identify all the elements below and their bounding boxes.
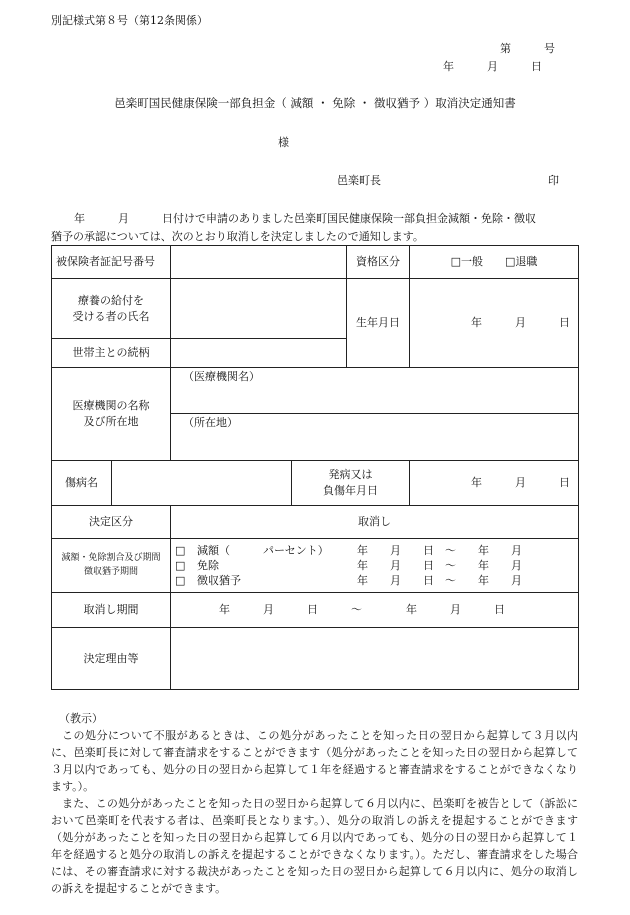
notice-form-table bbox=[51, 245, 579, 690]
instructions-paragraph-1: この処分について不服があるときは、この処分があったことを知った日の翌日から起算して３月以内に、邑楽町長に対して審査請求をすることができます（処分があったことを知った日の翌日から起算して３月以内であっても、処分の日の翌日から起算して１年を経過すると審査請求をすることができなくなります。）。 bbox=[51, 729, 578, 793]
institution-label bbox=[52, 368, 171, 461]
deferral-name: 徴収猶予 bbox=[197, 573, 241, 587]
institution-label-line-2: 及び所在地 bbox=[83, 415, 139, 428]
instructions-heading: （教示） bbox=[59, 712, 103, 725]
institution-name-field[interactable]: （医療機関名） bbox=[171, 368, 579, 414]
reduction-range: 年 月 日 ～ 年 月 bbox=[357, 543, 522, 557]
recipient-name-field[interactable] bbox=[171, 279, 347, 339]
recipient-label-line-1: 療養の給付を bbox=[78, 293, 144, 307]
reduction-checkbox[interactable]: □ bbox=[175, 543, 186, 557]
exemption-checkbox[interactable]: □ bbox=[175, 558, 186, 572]
insured-id-label: 被保険者証記号番号 bbox=[52, 246, 171, 279]
recipient-label bbox=[52, 279, 171, 339]
reason-label: 決定理由等 bbox=[52, 628, 171, 690]
recipient-label-line-2: 受ける者の氏名 bbox=[72, 309, 150, 323]
issue-date: 年 月 日 bbox=[443, 60, 542, 73]
instructions-paragraph-2: また、この処分があったことを知った日の翌日から起算して６月以内に、邑楽町を被告として（訴訟において邑楽町を代表する者は、邑楽町長となります。）、処分の取消しの訴えを提起することができます（処分があったことを知った日の翌日から起算して６月以内であっても、処分の日の翌日から起算して１年を経過すると処分の取消しの訴えを提起することができなくなります。）。ただし、審査請求をした場合には、その審査請求に対する裁決があったことを知った日の翌日から起算して６月以内に、処分の取消しの訴えを提起することができます。 bbox=[51, 797, 578, 895]
cancel-period-value[interactable]: 年 月 日 ～ 年 月 日 bbox=[171, 593, 579, 628]
decision-label: 決定区分 bbox=[52, 506, 171, 539]
document-number: 第 号 bbox=[500, 42, 555, 55]
period-label-line-2: 徴収猶予期間 bbox=[83, 566, 138, 577]
period-row-exemption[interactable] bbox=[175, 558, 574, 573]
reason-field[interactable] bbox=[171, 628, 579, 690]
deferral-checkbox[interactable]: □ bbox=[175, 573, 186, 587]
issuer-name: 邑楽町長 bbox=[337, 174, 381, 187]
period-row-reduction[interactable] bbox=[175, 543, 574, 558]
onset-label-line-1: 発病又は bbox=[328, 468, 373, 482]
intro-line-2: 猶予の承認については、次のとおり取消しを決定しましたので通知します。 bbox=[51, 230, 424, 243]
period-label bbox=[52, 539, 171, 593]
period-row-deferral[interactable] bbox=[175, 573, 574, 588]
birthdate-label: 生年月日 bbox=[347, 279, 410, 368]
intro-line-1: 年 月 日付けで申請のありました邑楽町国民健康保険一部負担金減額・免除・徴収 bbox=[74, 212, 536, 225]
reduction-name: 減額（ パーセント） bbox=[197, 543, 329, 557]
institution-address-field[interactable]: （所在地） bbox=[171, 414, 579, 461]
exemption-name: 免除 bbox=[197, 558, 219, 572]
birthdate-value[interactable]: 年 月 日 bbox=[410, 279, 579, 368]
seal-mark: 印 bbox=[548, 174, 559, 187]
cancel-period-label: 取消し期間 bbox=[52, 593, 171, 628]
page-title: 邑楽町国民健康保険一部負担金（ 減額 ・ 免除 ・ 徴収猶予 ）取消決定通知書 bbox=[114, 96, 516, 110]
period-rows bbox=[171, 539, 579, 593]
form-number: 別記様式第８号（第12条関係） bbox=[51, 14, 208, 27]
instructions-section bbox=[51, 710, 578, 897]
qualification-options[interactable]: □一般 □退職 bbox=[410, 246, 579, 279]
deferral-range: 年 月 日 ～ 年 月 bbox=[357, 573, 522, 587]
insured-id-field[interactable] bbox=[171, 246, 347, 279]
disease-label: 傷病名 bbox=[52, 461, 112, 506]
decision-value: 取消し bbox=[171, 506, 579, 539]
addressee-suffix: 様 bbox=[278, 136, 289, 149]
relation-label: 世帯主との続柄 bbox=[52, 339, 171, 368]
period-label-line-1: 減額・免除割合及び期間 bbox=[61, 553, 161, 564]
onset-label-line-2: 負傷年月日 bbox=[323, 484, 378, 497]
onset-value[interactable]: 年 月 日 bbox=[410, 461, 579, 506]
relation-field[interactable] bbox=[171, 339, 347, 368]
exemption-range: 年 月 日 ～ 年 月 bbox=[357, 558, 522, 572]
qualification-label: 資格区分 bbox=[347, 246, 410, 279]
disease-field[interactable] bbox=[112, 461, 292, 506]
onset-label bbox=[292, 461, 410, 506]
institution-label-line-1: 医療機関の名称 bbox=[72, 399, 150, 413]
